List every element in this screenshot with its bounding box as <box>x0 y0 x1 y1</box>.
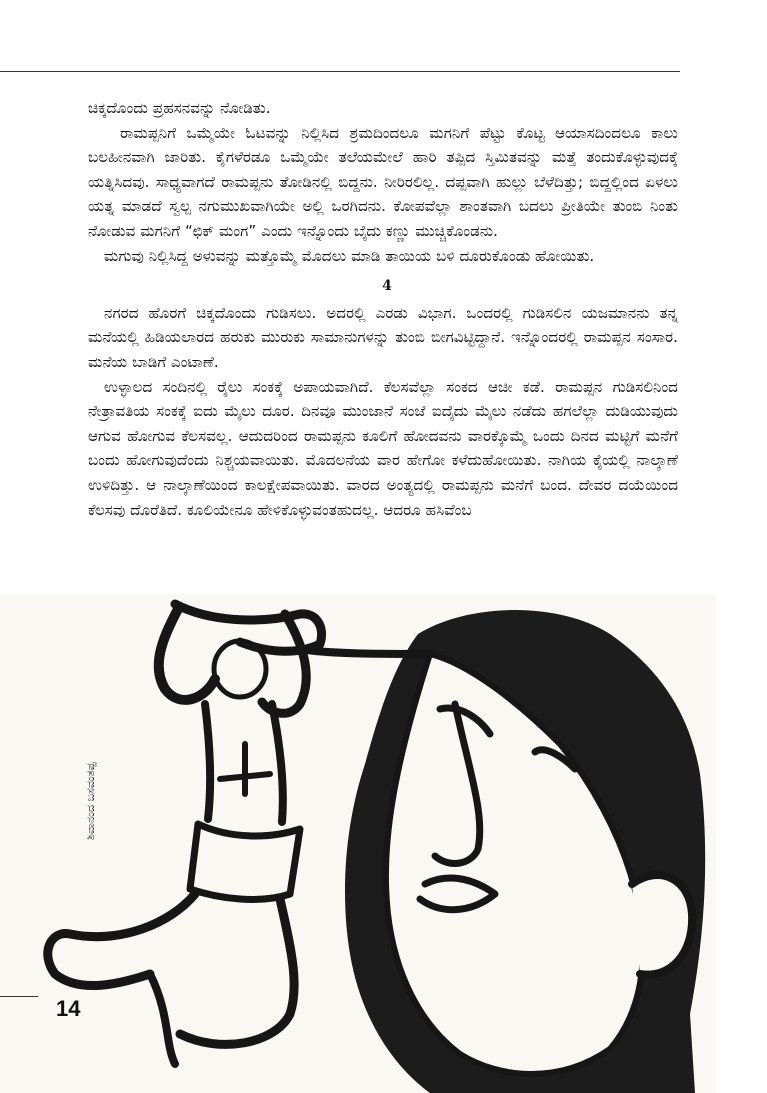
paragraph-3: ನಗರದ ಹೊರಗೆ ಚಿಕ್ಕದೊಂದು ಗುಡಿಸಲು. ಅದರಲ್ಲಿ ಎರಡು ವಿಭಾಗ. ಒಂದರಲ್ಲಿ ಗುಡಿಸಲಿನ ಯಜಮಾನನು ತನ್ನ ಮನೆಯಲ್ಲಿ ಹಿಡಿಯಲಾರದ ಹರುಕು ಮುರುಕು ಸಾಮಾನುಗಳನ್ನು ತುಂಬಿ ಬೀಗವಿಟ್ಟಿದ್ದಾನೆ. ಇನ್ನೊಂದರಲ್ಲಿ ರಾಮಪ್ಪನ ಸಂಸಾರ. ಮನೆಯ ಬಾಡಿಗೆ ಎಂಟಾಣೆ. <box>88 303 678 371</box>
artist-credit: ಶಿವಾನಂದ ಬಸವಂತಪ್ಪ <box>84 762 97 840</box>
man-leg-left <box>48 894 195 986</box>
page-number: 14 <box>56 996 81 1021</box>
story-text <box>88 96 678 522</box>
paragraph-2: ಮಗುವು ನಿಲ್ಲಿಸಿದ್ದ ಅಳುವನ್ನು ಮತ್ತೊಮ್ಮೆ ಮೊದಲು ಮಾಡಿ ತಾಯಿಯ ಬಳಿ ದೂರುಕೊಂಡು ಹೋಯಿತು. <box>104 246 595 265</box>
header-rule <box>0 71 680 72</box>
woman-ear <box>632 875 692 975</box>
footer-rule <box>0 996 38 997</box>
opening-line: ಚಿಕ್ಕದೊಂದು ಪ್ರಹಸನವನ್ನು ನೋಡಿತು. <box>88 99 271 117</box>
man-chest <box>220 744 270 794</box>
illustration-drawing <box>0 594 716 1093</box>
man-arm-left <box>159 609 215 700</box>
man-leg-right <box>180 899 294 1044</box>
man-loincloth <box>190 824 300 899</box>
section-number: 4 <box>382 278 392 295</box>
ink-illustration <box>0 594 716 1093</box>
man-foot <box>150 974 175 1064</box>
paragraph-4: ಉಳ್ಳಾಲದ ಸಂದಿನಲ್ಲಿ ರೈಲು ಸಂಕಕ್ಕೆ ಅಪಾಯವಾಗಿದೆ. ಕೆಲಸವೆಲ್ಲಾ ಸಂಕದ ಆಚೀ ಕಡೆ. ರಾಮಪ್ಪನ ಗುಡಿಸಲಿನಿಂದ ನೇತ್ರಾವತಿಯ ಸಂಕಕ್ಕೆ ಐದು ಮೈಲು ದೂರ. ದಿನವೂ ಮುಂಜಾನೆ ಸಂಜೆ ಐದೈದು ಮೈಲು ನಡೆದು ಹಗಲೆಲ್ಲಾ ದುಡಿಯುವುದು ಆಗುವ ಹೋಗುವ ಕೆಲಸವಲ್ಲ. ಆದುದರಿಂದ ರಾಮಪ್ಪನು ಕೂಲಿಗೆ ಹೋದವನು ವಾರಕ್ಕೊಮ್ಮೆ ಒಂದು ದಿನದ ಮಟ್ಟಿಗೆ ಮನೆಗೆ ಬಂದು ಹೋಗುವುದೆಂದು ನಿಶ್ಚಯವಾಯಿತು. ಮೊದಲನೆಯ ವಾರ ಹೇಗೋ ಕಳೆದುಹೋಯಿತು. ನಾಗಿಯ ಕೈಯಲ್ಲಿ ನಾಲ್ಕಾಣೆ ಉಳಿದಿತ್ತು. ಆ ನಾಲ್ಕಾಣೆಯಿಂದ ಕಾಲಕ್ಷೇಪವಾಯಿತು. ವಾರದ ಅಂತ್ಯದಲ್ಲಿ ರಾಮಪ್ಪನು ಮನೆಗೆ ಬಂದ. ದೇವರ ದಯೆಯಿಂದ ಕೆಲಸವು ದೊರೆತಿದೆ. ಕೂಲಿಯೇನೂ ಹೇಳಿಕೊಳ್ಳುವಂತಹುದಲ್ಲ. ಆದರೂ ಹಸಿವೆಂಬ <box>88 377 678 519</box>
man-arm-right-2 <box>262 614 306 713</box>
paragraph-1: ರಾಮಪ್ಪನಿಗೆ ಒಮ್ಮೆಯೇ ಓಟವನ್ನು ನಿಲ್ಲಿಸಿದ ಶ್ರಮದಿಂದಲೂ ಮಗನಿಗೆ ಪೆಟ್ಟು ಕೊಟ್ಟ ಆಯಾಸದಿಂದಲೂ ಕಾಲು ಬಲಹೀನವಾಗಿ ಜಾರಿತು. ಕೈಗಳೆರಡೂ ಒಮ್ಮೆಯೇ ತಲೆಯಮೇಲೆ ಹಾರಿ ತಪ್ಪಿದ ಸ್ತಿಮಿತವನ್ನು ಮತ್ತೆ ತಂದುಕೊಳ್ಳುವುದಕ್ಕೆ ಯತ್ನಿಸಿದವು. ಸಾಧ್ಯವಾಗದೆ ರಾಮಪ್ಪನು ತೋಡಿನಲ್ಲಿ ಬಿದ್ದನು. ನೀರಿರಲಿಲ್ಲ. ದಪ್ಪವಾಗಿ ಹುಲ್ಲು ಬೆಳೆದಿತ್ತು; ಬಿದ್ದಲ್ಲಿಂದ ಏಳಲು ಯತ್ನ ಮಾಡದೆ ಸ್ವಲ್ಪ ನಗುಮುಖವಾಗಿಯೇ ಅಲ್ಲಿ ಒರಗಿದನು. ಕೋಪವೆಲ್ಲಾ ಶಾಂತವಾಗಿ ಬದಲು ಪ್ರೀತಿಯೇ ತುಂಬಿ ನಿಂತು ನೋಡುವ ಮಗನಿಗೆ “ಛಿಕ್ ಮಂಗ” ಎಂದು ಇನ್ನೊಂದು ಬೈದು ಕಣ್ಣು ಮುಚ್ಚಿಕೊಂಡನು. <box>88 123 678 240</box>
